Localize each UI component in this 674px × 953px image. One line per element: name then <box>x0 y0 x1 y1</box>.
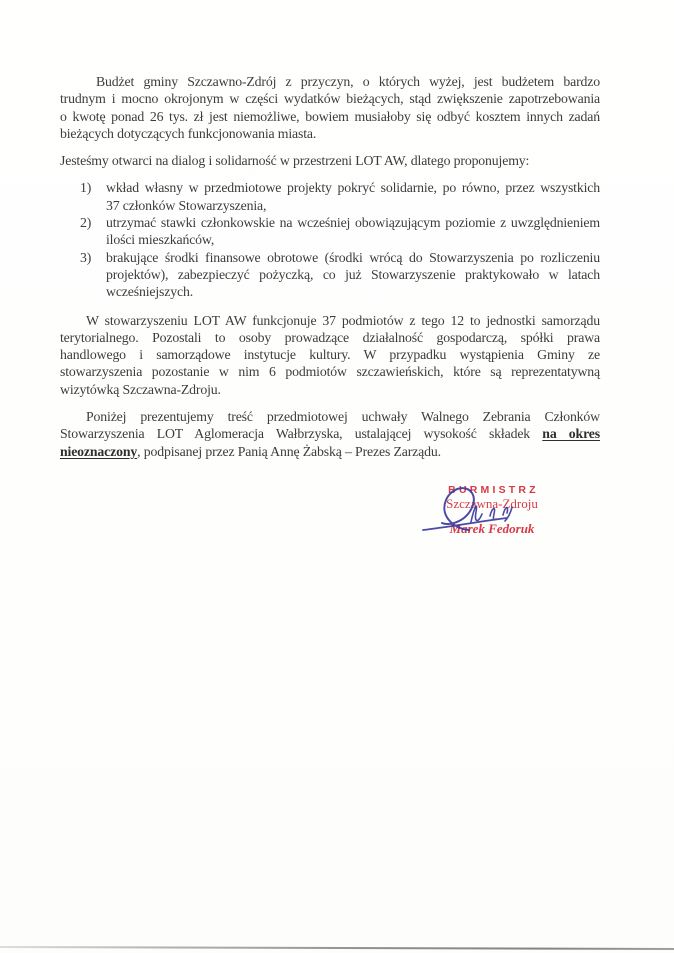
paragraph-line: stowarzyszenia pozostanie w nim 6 podmiotów szczawieńskich, które są reprezentatywną <box>60 364 600 380</box>
paragraph-line: terytorialnego. Pozostali to osoby prowadzące działalność gospodarczą, spółki prawa <box>60 329 600 345</box>
list-item-text <box>106 179 600 214</box>
closing-text: Stowarzyszenia LOT Aglomeracja Wałbrzyska, ustalającej wysokość składek <box>60 426 543 442</box>
paragraph-line: wizytówką Szczawna-Zdroju. <box>60 381 221 397</box>
stamp-signatory-name: Marek Fedoruk <box>449 521 535 536</box>
paragraph-line: W stowarzyszeniu LOT AW funkcjonuje 37 podmiotów z tego 12 to jednostki samorządu <box>86 312 600 328</box>
paragraph-dialog-intro <box>60 152 600 169</box>
paragraph-line: trudnym i mocno okrojonym w części wydatków bieżących, stąd zwiększenie zapotrzebowania <box>60 91 600 107</box>
list-item <box>60 249 600 301</box>
numbered-list <box>60 179 600 300</box>
paragraph-line: Jesteśmy otwarci na dialog i solidarność w przestrzeni LOT AW, dlatego proponujemy: <box>60 153 530 169</box>
closing-text: , podpisanej przez Panią Annę Żabską – Prezes Zarządu. <box>137 443 441 459</box>
list-item <box>60 179 600 214</box>
stamp-title: BURMISTRZ <box>448 484 539 496</box>
list-item <box>60 214 600 249</box>
list-marker: 3) <box>80 249 92 265</box>
scan-artifact-line <box>0 946 674 950</box>
paragraph-budget <box>60 73 600 142</box>
paragraph-line: utrzymać stawki członkowskie na wcześniej obowiązującym poziomie z uwzględnieniem <box>106 215 600 231</box>
emphasized-term: nieoznaczony <box>60 443 138 459</box>
paragraph-closing <box>60 408 600 460</box>
paragraph-line: projektów), zabezpieczyć pożyczką, co już Stowarzyszenie praktykowało w latach <box>106 266 600 282</box>
paragraph-line <box>60 443 600 460</box>
list-item-text <box>106 249 600 301</box>
paragraph-association <box>60 312 600 398</box>
mayor-stamp <box>434 484 550 536</box>
list-marker: 2) <box>80 215 92 231</box>
paragraph-line: ilości mieszkańców, <box>106 232 215 248</box>
paragraph-line: bieżących dotyczących funkcjonowania miasta. <box>60 125 317 141</box>
stamp-subtitle: Szczawna-Zdroju <box>446 496 538 511</box>
paragraph-line: wcześniejszych. <box>106 284 194 300</box>
paragraph-line: Poniżej prezentujemy treść przedmiotowej uchwały Walnego Zebrania Członków <box>86 409 600 425</box>
list-item-text <box>106 214 600 249</box>
paragraph-line: wkład własny w przedmiotowe projekty pokryć solidarnie, po równo, przez wszystkich <box>106 180 600 196</box>
paragraph-line: handlowego i samorządowe instytucje kultury. W przypadku wystąpienia Gminy ze <box>60 347 600 363</box>
letter-body <box>60 73 600 470</box>
list-marker: 1) <box>80 180 92 196</box>
paragraph-line: brakujące środki finansowe obrotowe (środki wrócą do Stowarzyszenia po rozliczeniu <box>106 249 600 265</box>
paragraph-line: 37 członków Stowarzyszenia, <box>106 197 267 213</box>
paragraph-line <box>60 425 600 442</box>
paragraph-line: Budżet gminy Szczawno-Zdrój z przyczyn, o których wyżej, jest budżetem bardzo <box>96 74 600 89</box>
emphasized-term: na okres <box>542 426 600 442</box>
paragraph-line: o kwotę ponad 26 tys. zł jest niemożliwe, bowiem musiałoby się odbyć kosztem innych zadań <box>60 108 600 124</box>
